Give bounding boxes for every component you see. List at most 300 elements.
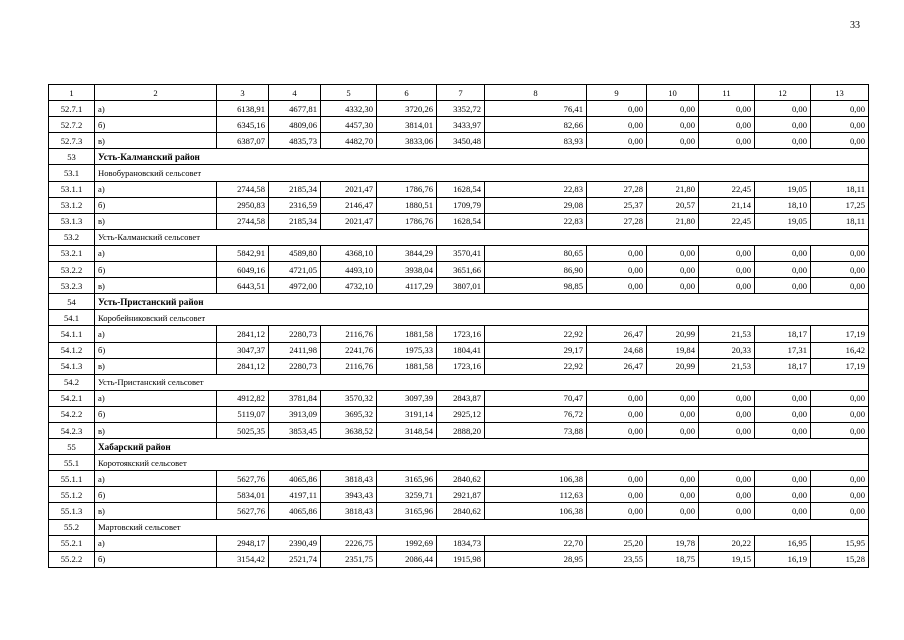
table-row <box>49 358 869 374</box>
value-cell: 3651,66 <box>437 262 485 278</box>
value-cell: 4457,30 <box>321 117 377 133</box>
value-cell: 0,00 <box>811 422 869 438</box>
table-row <box>49 197 869 213</box>
value-cell: 5627,76 <box>217 503 269 519</box>
value-cell: 0,00 <box>811 406 869 422</box>
table-row <box>49 278 869 294</box>
value-cell: 3259,71 <box>377 487 437 503</box>
table-row <box>49 471 869 487</box>
value-cell: 86,90 <box>485 262 587 278</box>
value-cell: 2921,87 <box>437 487 485 503</box>
header-row <box>49 85 869 101</box>
row-label: в) <box>95 133 217 149</box>
value-cell: 2280,73 <box>269 326 321 342</box>
value-cell: 3943,43 <box>321 487 377 503</box>
value-cell: 112,63 <box>485 487 587 503</box>
value-cell: 0,00 <box>755 471 811 487</box>
value-cell: 0,00 <box>587 245 647 261</box>
value-cell: 6138,91 <box>217 101 269 117</box>
row-label: б) <box>95 197 217 213</box>
council-name: Усть-Пристанский сельсовет <box>95 374 869 390</box>
value-cell: 0,00 <box>647 101 699 117</box>
value-cell: 0,00 <box>755 101 811 117</box>
value-cell: 0,00 <box>647 133 699 149</box>
value-cell: 3720,26 <box>377 101 437 117</box>
value-cell: 3638,52 <box>321 422 377 438</box>
value-cell: 3818,43 <box>321 503 377 519</box>
value-cell: 2116,76 <box>321 358 377 374</box>
value-cell: 19,84 <box>647 342 699 358</box>
row-code: 54.1 <box>49 310 95 326</box>
value-cell: 21,80 <box>647 213 699 229</box>
row-code: 53.1 <box>49 165 95 181</box>
value-cell: 4117,29 <box>377 278 437 294</box>
value-cell: 0,00 <box>755 245 811 261</box>
table-row <box>49 551 869 567</box>
value-cell: 15,95 <box>811 535 869 551</box>
table-row <box>49 101 869 117</box>
row-code: 55.2 <box>49 519 95 535</box>
value-cell: 4835,73 <box>269 133 321 149</box>
value-cell: 26,47 <box>587 326 647 342</box>
value-cell: 19,05 <box>755 213 811 229</box>
table-row <box>49 406 869 422</box>
value-cell: 18,11 <box>811 213 869 229</box>
value-cell: 0,00 <box>699 390 755 406</box>
value-cell: 1786,76 <box>377 181 437 197</box>
value-cell: 0,00 <box>647 503 699 519</box>
value-cell: 0,00 <box>699 278 755 294</box>
value-cell: 25,20 <box>587 535 647 551</box>
value-cell: 27,28 <box>587 213 647 229</box>
council-row <box>49 374 869 390</box>
value-cell: 82,66 <box>485 117 587 133</box>
value-cell: 18,10 <box>755 197 811 213</box>
row-label: б) <box>95 262 217 278</box>
value-cell: 0,00 <box>811 503 869 519</box>
column-header: 4 <box>269 85 321 101</box>
value-cell: 76,41 <box>485 101 587 117</box>
column-header: 2 <box>95 85 217 101</box>
value-cell: 2146,47 <box>321 197 377 213</box>
value-cell: 0,00 <box>587 503 647 519</box>
value-cell: 0,00 <box>755 406 811 422</box>
value-cell: 17,19 <box>811 358 869 374</box>
value-cell: 0,00 <box>587 422 647 438</box>
value-cell: 2185,34 <box>269 213 321 229</box>
row-label: а) <box>95 101 217 117</box>
column-header: 10 <box>647 85 699 101</box>
value-cell: 2744,58 <box>217 213 269 229</box>
value-cell: 106,38 <box>485 471 587 487</box>
value-cell: 0,00 <box>811 390 869 406</box>
value-cell: 17,19 <box>811 326 869 342</box>
value-cell: 0,00 <box>647 278 699 294</box>
value-cell: 0,00 <box>699 503 755 519</box>
value-cell: 3165,96 <box>377 503 437 519</box>
value-cell: 20,99 <box>647 326 699 342</box>
table-row <box>49 390 869 406</box>
value-cell: 0,00 <box>811 278 869 294</box>
value-cell: 3807,01 <box>437 278 485 294</box>
value-cell: 5627,76 <box>217 471 269 487</box>
district-row <box>49 294 869 310</box>
value-cell: 3047,37 <box>217 342 269 358</box>
value-cell: 20,57 <box>647 197 699 213</box>
value-cell: 6049,16 <box>217 262 269 278</box>
value-cell: 22,92 <box>485 358 587 374</box>
value-cell: 2950,83 <box>217 197 269 213</box>
value-cell: 0,00 <box>699 117 755 133</box>
value-cell: 2840,62 <box>437 471 485 487</box>
row-code: 54.1.2 <box>49 342 95 358</box>
value-cell: 1786,76 <box>377 213 437 229</box>
value-cell: 2390,49 <box>269 535 321 551</box>
value-cell: 1881,58 <box>377 358 437 374</box>
value-cell: 0,00 <box>587 262 647 278</box>
value-cell: 22,70 <box>485 535 587 551</box>
value-cell: 2185,34 <box>269 181 321 197</box>
value-cell: 4065,86 <box>269 503 321 519</box>
value-cell: 20,22 <box>699 535 755 551</box>
value-cell: 0,00 <box>587 487 647 503</box>
value-cell: 3097,39 <box>377 390 437 406</box>
value-cell: 5119,07 <box>217 406 269 422</box>
council-name: Коротоякский сельсовет <box>95 455 869 471</box>
value-cell: 80,65 <box>485 245 587 261</box>
value-cell: 17,31 <box>755 342 811 358</box>
tariff-table <box>48 84 869 568</box>
value-cell: 26,47 <box>587 358 647 374</box>
value-cell: 5025,35 <box>217 422 269 438</box>
value-cell: 27,28 <box>587 181 647 197</box>
value-cell: 25,37 <box>587 197 647 213</box>
row-code: 54.1.1 <box>49 326 95 342</box>
value-cell: 3191,14 <box>377 406 437 422</box>
value-cell: 18,75 <box>647 551 699 567</box>
value-cell: 2521,74 <box>269 551 321 567</box>
value-cell: 3165,96 <box>377 471 437 487</box>
value-cell: 3814,01 <box>377 117 437 133</box>
table-row <box>49 503 869 519</box>
value-cell: 3570,32 <box>321 390 377 406</box>
value-cell: 23,55 <box>587 551 647 567</box>
value-cell: 19,15 <box>699 551 755 567</box>
page-number: 33 <box>850 20 860 31</box>
value-cell: 0,00 <box>647 390 699 406</box>
value-cell: 0,00 <box>755 262 811 278</box>
row-label: а) <box>95 390 217 406</box>
row-code: 54.2.1 <box>49 390 95 406</box>
row-code: 55.2.2 <box>49 551 95 567</box>
value-cell: 0,00 <box>811 262 869 278</box>
value-cell: 1880,51 <box>377 197 437 213</box>
value-cell: 16,42 <box>811 342 869 358</box>
row-label: в) <box>95 358 217 374</box>
value-cell: 4197,11 <box>269 487 321 503</box>
value-cell: 6387,07 <box>217 133 269 149</box>
council-name: Коробейниковский сельсовет <box>95 310 869 326</box>
table-row <box>49 262 869 278</box>
value-cell: 1628,54 <box>437 181 485 197</box>
value-cell: 3352,72 <box>437 101 485 117</box>
row-code: 55.1.3 <box>49 503 95 519</box>
column-header: 12 <box>755 85 811 101</box>
value-cell: 2888,20 <box>437 422 485 438</box>
value-cell: 98,85 <box>485 278 587 294</box>
value-cell: 0,00 <box>699 471 755 487</box>
column-header: 1 <box>49 85 95 101</box>
value-cell: 4677,81 <box>269 101 321 117</box>
value-cell: 0,00 <box>647 422 699 438</box>
council-name: Мартовский сельсовет <box>95 519 869 535</box>
value-cell: 21,80 <box>647 181 699 197</box>
value-cell: 3148,54 <box>377 422 437 438</box>
row-label: в) <box>95 278 217 294</box>
column-header: 13 <box>811 85 869 101</box>
council-name: Новобурановский сельсовет <box>95 165 869 181</box>
value-cell: 0,00 <box>587 101 647 117</box>
value-cell: 0,00 <box>755 503 811 519</box>
value-cell: 3450,48 <box>437 133 485 149</box>
district-name: Хабарский район <box>95 439 869 455</box>
row-label: а) <box>95 181 217 197</box>
row-label: в) <box>95 503 217 519</box>
value-cell: 70,47 <box>485 390 587 406</box>
value-cell: 3938,04 <box>377 262 437 278</box>
value-cell: 5842,91 <box>217 245 269 261</box>
row-code: 52.7.2 <box>49 117 95 133</box>
column-header: 9 <box>587 85 647 101</box>
value-cell: 1804,41 <box>437 342 485 358</box>
row-code: 53.1.3 <box>49 213 95 229</box>
column-header: 5 <box>321 85 377 101</box>
row-code: 55.2.1 <box>49 535 95 551</box>
value-cell: 0,00 <box>647 471 699 487</box>
value-cell: 5834,01 <box>217 487 269 503</box>
value-cell: 0,00 <box>699 422 755 438</box>
value-cell: 3844,29 <box>377 245 437 261</box>
value-cell: 0,00 <box>587 133 647 149</box>
council-row <box>49 519 869 535</box>
value-cell: 3833,06 <box>377 133 437 149</box>
value-cell: 0,00 <box>647 262 699 278</box>
value-cell: 4912,82 <box>217 390 269 406</box>
value-cell: 22,45 <box>699 213 755 229</box>
column-header: 11 <box>699 85 755 101</box>
row-code: 53.1.2 <box>49 197 95 213</box>
table-row <box>49 181 869 197</box>
row-label: б) <box>95 487 217 503</box>
column-header: 7 <box>437 85 485 101</box>
row-code: 52.7.1 <box>49 101 95 117</box>
council-row <box>49 455 869 471</box>
value-cell: 1723,16 <box>437 358 485 374</box>
value-cell: 4482,70 <box>321 133 377 149</box>
table-row <box>49 133 869 149</box>
value-cell: 0,00 <box>699 133 755 149</box>
value-cell: 3154,42 <box>217 551 269 567</box>
value-cell: 28,95 <box>485 551 587 567</box>
value-cell: 4732,10 <box>321 278 377 294</box>
value-cell: 2744,58 <box>217 181 269 197</box>
value-cell: 2021,47 <box>321 213 377 229</box>
value-cell: 0,00 <box>587 117 647 133</box>
value-cell: 6443,51 <box>217 278 269 294</box>
value-cell: 0,00 <box>755 278 811 294</box>
value-cell: 18,11 <box>811 181 869 197</box>
value-cell: 3433,97 <box>437 117 485 133</box>
council-name: Усть-Калманский сельсовет <box>95 229 869 245</box>
value-cell: 0,00 <box>699 487 755 503</box>
value-cell: 1709,79 <box>437 197 485 213</box>
district-row <box>49 149 869 165</box>
column-header: 8 <box>485 85 587 101</box>
table-row <box>49 535 869 551</box>
table-row <box>49 326 869 342</box>
value-cell: 0,00 <box>647 406 699 422</box>
value-cell: 2948,17 <box>217 535 269 551</box>
value-cell: 3570,41 <box>437 245 485 261</box>
district-name: Усть-Пристанский район <box>95 294 869 310</box>
value-cell: 22,83 <box>485 213 587 229</box>
table-row <box>49 245 869 261</box>
value-cell: 0,00 <box>699 262 755 278</box>
value-cell: 29,08 <box>485 197 587 213</box>
row-label: а) <box>95 535 217 551</box>
value-cell: 0,00 <box>811 487 869 503</box>
value-cell: 106,38 <box>485 503 587 519</box>
value-cell: 2925,12 <box>437 406 485 422</box>
row-code: 55.1.2 <box>49 487 95 503</box>
row-code: 54.2.3 <box>49 422 95 438</box>
value-cell: 2843,87 <box>437 390 485 406</box>
value-cell: 4589,80 <box>269 245 321 261</box>
value-cell: 3818,43 <box>321 471 377 487</box>
value-cell: 19,78 <box>647 535 699 551</box>
district-row <box>49 439 869 455</box>
value-cell: 22,45 <box>699 181 755 197</box>
value-cell: 19,05 <box>755 181 811 197</box>
value-cell: 4809,06 <box>269 117 321 133</box>
row-label: а) <box>95 471 217 487</box>
value-cell: 1628,54 <box>437 213 485 229</box>
value-cell: 4493,10 <box>321 262 377 278</box>
value-cell: 73,88 <box>485 422 587 438</box>
value-cell: 2086,44 <box>377 551 437 567</box>
value-cell: 2411,98 <box>269 342 321 358</box>
value-cell: 2841,12 <box>217 358 269 374</box>
column-header: 3 <box>217 85 269 101</box>
value-cell: 1992,69 <box>377 535 437 551</box>
value-cell: 0,00 <box>647 487 699 503</box>
value-cell: 0,00 <box>755 133 811 149</box>
row-label: в) <box>95 213 217 229</box>
table-body <box>49 101 869 568</box>
value-cell: 2116,76 <box>321 326 377 342</box>
value-cell: 1975,33 <box>377 342 437 358</box>
value-cell: 17,25 <box>811 197 869 213</box>
table-row <box>49 213 869 229</box>
value-cell: 22,92 <box>485 326 587 342</box>
value-cell: 83,93 <box>485 133 587 149</box>
table-row <box>49 422 869 438</box>
row-label: б) <box>95 342 217 358</box>
value-cell: 0,00 <box>587 471 647 487</box>
value-cell: 0,00 <box>699 245 755 261</box>
value-cell: 15,28 <box>811 551 869 567</box>
row-code: 55.1 <box>49 455 95 471</box>
value-cell: 18,17 <box>755 326 811 342</box>
row-code: 52.7.3 <box>49 133 95 149</box>
row-code: 54.2 <box>49 374 95 390</box>
table-row <box>49 117 869 133</box>
value-cell: 3695,32 <box>321 406 377 422</box>
value-cell: 21,53 <box>699 358 755 374</box>
table-row <box>49 487 869 503</box>
row-code: 53.2 <box>49 229 95 245</box>
table-row <box>49 342 869 358</box>
value-cell: 4368,10 <box>321 245 377 261</box>
value-cell: 0,00 <box>587 406 647 422</box>
value-cell: 1834,73 <box>437 535 485 551</box>
row-code: 53.2.1 <box>49 245 95 261</box>
value-cell: 21,53 <box>699 326 755 342</box>
value-cell: 0,00 <box>755 422 811 438</box>
value-cell: 20,33 <box>699 342 755 358</box>
value-cell: 20,99 <box>647 358 699 374</box>
value-cell: 0,00 <box>811 471 869 487</box>
row-code: 54.1.3 <box>49 358 95 374</box>
value-cell: 18,17 <box>755 358 811 374</box>
council-row <box>49 310 869 326</box>
value-cell: 0,00 <box>811 133 869 149</box>
value-cell: 2021,47 <box>321 181 377 197</box>
value-cell: 0,00 <box>811 101 869 117</box>
value-cell: 22,83 <box>485 181 587 197</box>
value-cell: 29,17 <box>485 342 587 358</box>
value-cell: 0,00 <box>811 117 869 133</box>
value-cell: 6345,16 <box>217 117 269 133</box>
row-label: в) <box>95 422 217 438</box>
value-cell: 4721,05 <box>269 262 321 278</box>
value-cell: 3853,45 <box>269 422 321 438</box>
value-cell: 0,00 <box>755 390 811 406</box>
row-code: 53.2.2 <box>49 262 95 278</box>
district-name: Усть-Калманский район <box>95 149 869 165</box>
row-code: 53.2.3 <box>49 278 95 294</box>
value-cell: 0,00 <box>755 487 811 503</box>
council-row <box>49 229 869 245</box>
value-cell: 2316,59 <box>269 197 321 213</box>
value-cell: 24,68 <box>587 342 647 358</box>
row-label: б) <box>95 117 217 133</box>
row-code: 54.2.2 <box>49 406 95 422</box>
value-cell: 2226,75 <box>321 535 377 551</box>
value-cell: 2241,76 <box>321 342 377 358</box>
value-cell: 21,14 <box>699 197 755 213</box>
row-label: а) <box>95 245 217 261</box>
value-cell: 4065,86 <box>269 471 321 487</box>
row-code: 55 <box>49 439 95 455</box>
value-cell: 0,00 <box>647 245 699 261</box>
row-label: б) <box>95 406 217 422</box>
column-header: 6 <box>377 85 437 101</box>
value-cell: 2280,73 <box>269 358 321 374</box>
value-cell: 3781,84 <box>269 390 321 406</box>
value-cell: 2841,12 <box>217 326 269 342</box>
row-code: 55.1.1 <box>49 471 95 487</box>
